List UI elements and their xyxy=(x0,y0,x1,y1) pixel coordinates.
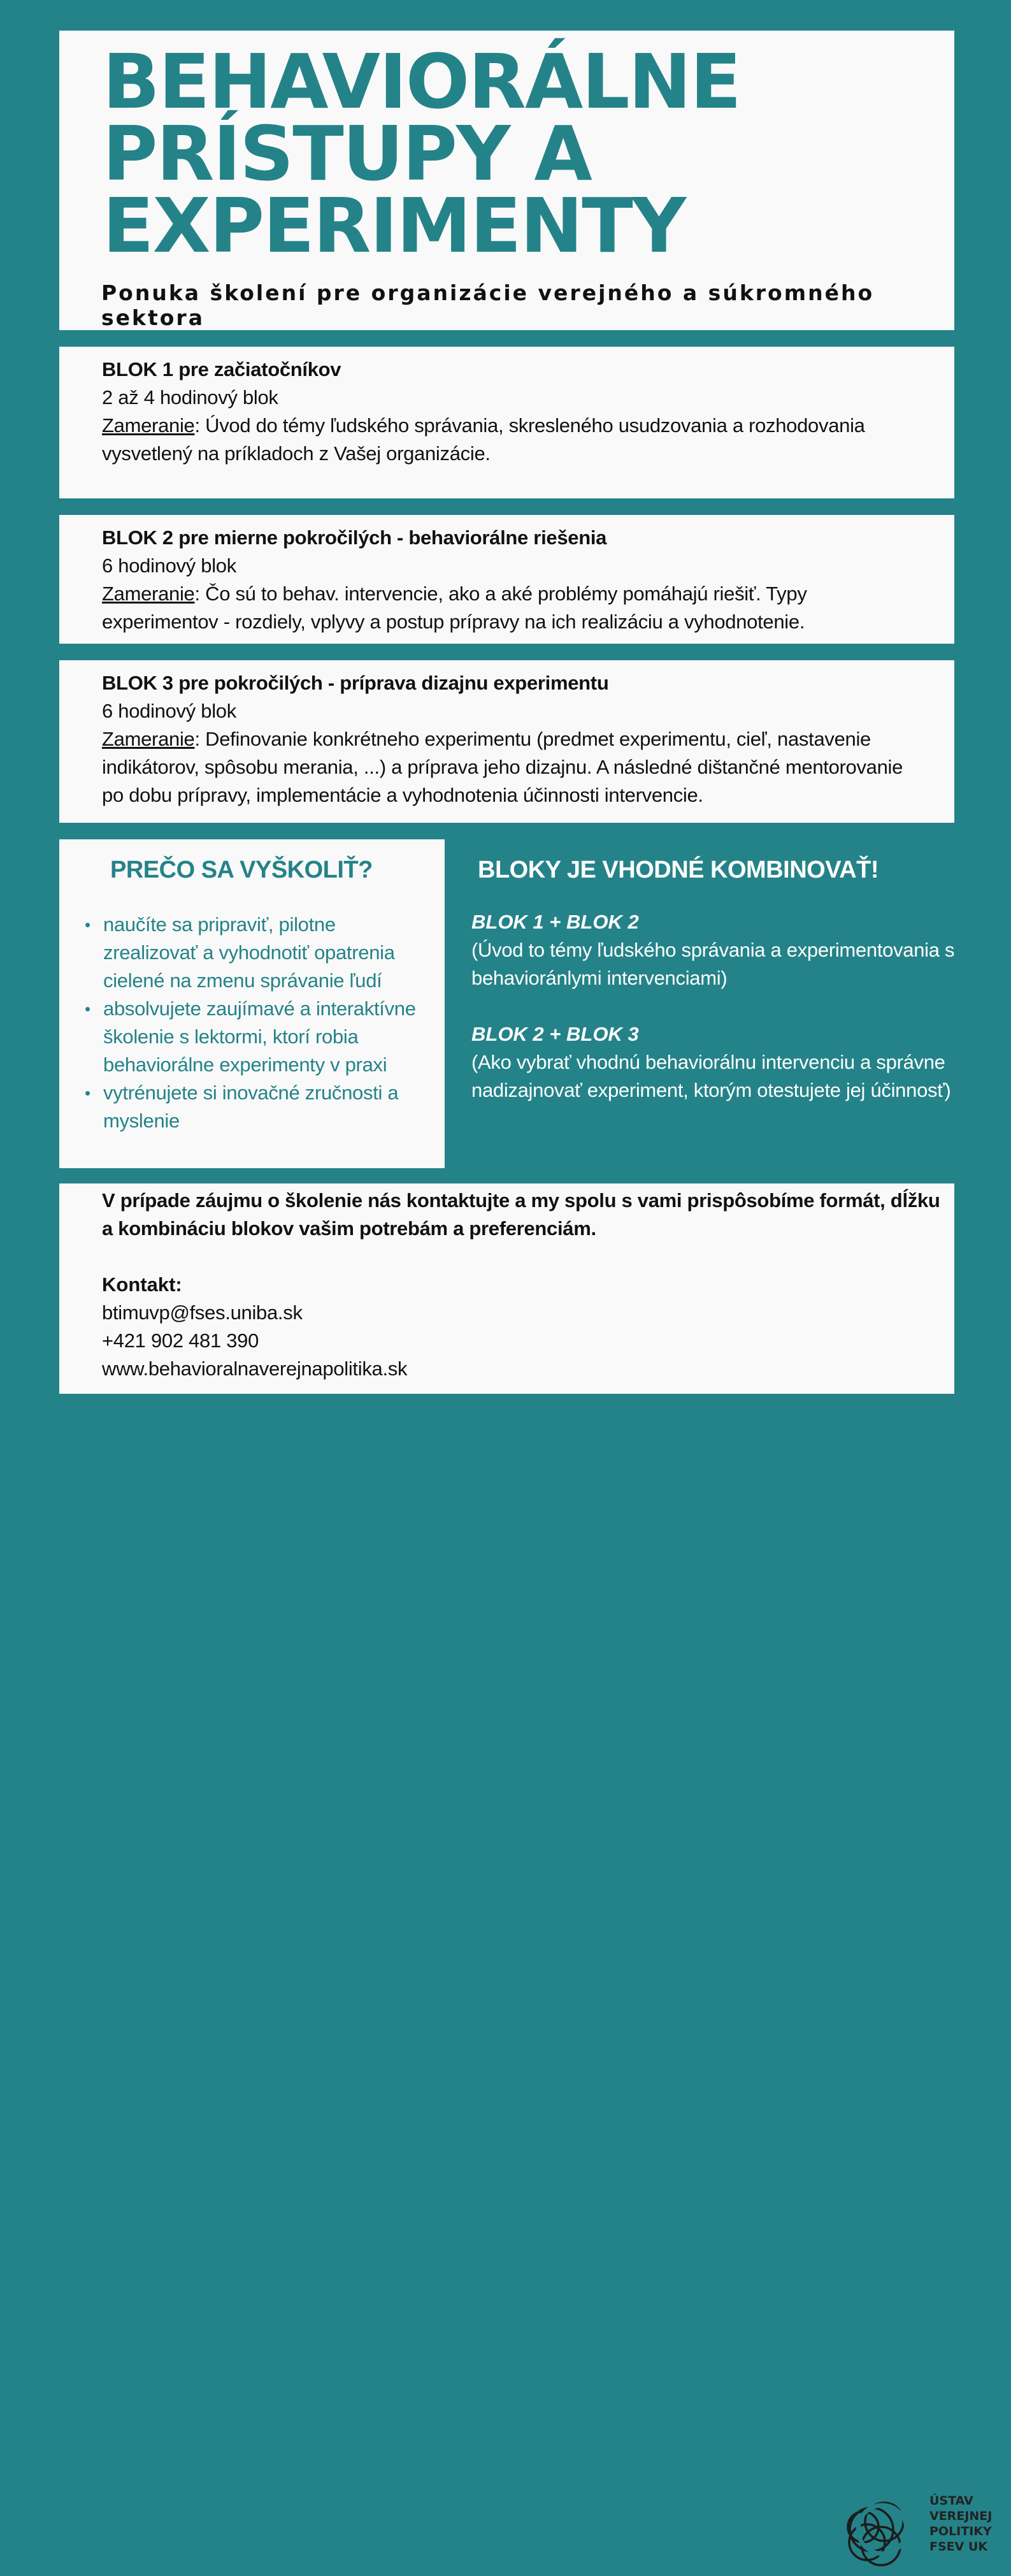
logo-text xyxy=(929,2493,992,2554)
combination-label: BLOK 1 + BLOK 2 xyxy=(471,911,639,933)
block-2-panel xyxy=(59,515,954,644)
block-1-panel xyxy=(59,347,954,498)
list-item-line: absolvujete zaujímavé a interaktívne xyxy=(103,997,416,1020)
list-item xyxy=(85,1079,441,1135)
block-title: BLOK 2 pre mierne pokročilých - behaviorálne riešenia xyxy=(102,526,607,549)
combination-item xyxy=(471,1020,981,1104)
header-panel xyxy=(59,31,954,330)
focus-text: indikátorov, spôsobu merania, ...) a príprava jeho dizajnu. A následné dištančné mentorovanie xyxy=(102,756,903,778)
block-duration: 2 až 4 hodinový blok xyxy=(102,386,278,409)
combination-item xyxy=(471,908,981,992)
list-item-line: naučíte sa pripraviť, pilotne xyxy=(103,913,336,936)
logo-text-line: FSEV UK xyxy=(929,2540,988,2554)
block-title: BLOK 3 pre pokročilých - príprava dizajnu experimentu xyxy=(102,672,609,694)
bullet-icon: • xyxy=(85,915,90,934)
block-3-panel xyxy=(59,660,954,823)
combination-desc: behavioránlymi intervenciami) xyxy=(471,967,728,989)
logo-text-line: POLITIKY xyxy=(929,2524,992,2538)
list-item-line: behaviorálne experimenty v praxi xyxy=(103,1053,387,1076)
contact-email[interactable]: btimuvp@fses.uniba.sk xyxy=(102,1301,303,1324)
focus-text: : Úvod do témy ľudského správania, skresleného usudzovania a rozhodovania xyxy=(194,414,865,437)
focus-text: : Definovanie konkrétneho experimentu (predmet experimentu, cieľ, nastavenie xyxy=(194,728,871,750)
contact-panel xyxy=(59,1183,993,2554)
focus-label: Zameranie xyxy=(102,582,195,605)
list-item xyxy=(85,995,441,1079)
page-subtitle: Ponuka školení pre organizácie verejného a súkromného sektora xyxy=(101,280,875,330)
contact-intro-line: V prípade záujmu o školenie nás kontaktujte a my spolu s vami prispôsobíme formát, dĺžku xyxy=(102,1189,940,1212)
combination-label: BLOK 2 + BLOK 3 xyxy=(471,1023,639,1045)
list-item-line: školenie s lektormi, ktorí robia xyxy=(103,1025,359,1048)
bullet-icon: • xyxy=(85,1083,90,1103)
block-duration: 6 hodinový blok xyxy=(102,554,236,577)
focus-text: : Čo sú to behav. intervencie, ako a aké problémy pomáhajú riešiť. Typy xyxy=(194,582,807,605)
focus-text: vysvetlený na príkladoch z Vašej organizácie. xyxy=(102,442,491,465)
why-panel xyxy=(59,839,445,1168)
block-title: BLOK 1 pre začiatočníkov xyxy=(102,358,341,380)
list-item-line: cielené na zmenu správanie ľudí xyxy=(103,969,382,992)
title-line: BEHAVIORÁLNE xyxy=(103,38,740,126)
contact-phone[interactable]: +421 902 481 390 xyxy=(102,1329,259,1352)
bullet-icon: • xyxy=(85,999,90,1018)
list-item-line: myslenie xyxy=(103,1110,180,1132)
institute-logo xyxy=(836,2490,1008,2573)
why-list xyxy=(85,911,441,1135)
contact-intro-line: a kombináciu blokov vašim potrebám a preferenciám. xyxy=(102,1217,596,1240)
list-item-line: zrealizovať a vyhodnotiť opatrenia xyxy=(103,941,395,964)
focus-text: po dobu prípravy, implementácie a vyhodnotenia účinnosti intervencie. xyxy=(102,784,703,806)
logo-text-line: ÚSTAV xyxy=(929,2494,973,2508)
page-title xyxy=(103,38,740,270)
block-duration: 6 hodinový blok xyxy=(102,700,236,722)
contact-website[interactable]: www.behavioralnaverejnapolitika.sk xyxy=(102,1357,408,1380)
combination-desc: (Ako vybrať vhodnú behaviorálnu intervenciu a správne xyxy=(471,1051,945,1073)
combination-desc: nadizajnovať experiment, ktorým otestujete jej účinnosť) xyxy=(471,1079,951,1101)
block-focus xyxy=(102,580,954,608)
focus-label: Zameranie xyxy=(102,728,195,750)
why-title: PREČO SA VYŠKOLIŤ? xyxy=(110,857,373,883)
block-focus xyxy=(102,412,954,440)
logo-text-line: VEREJNEJ xyxy=(929,2509,993,2523)
list-item xyxy=(85,911,441,995)
list-item-line: vytrénujete si inovačné zručnosti a xyxy=(103,1082,399,1104)
overlapping-circles-logo-icon xyxy=(836,2490,926,2573)
focus-text: experimentov - rozdiely, vplyvy a postup prípravy na ich realizáciu a vyhodnotenie. xyxy=(102,611,805,633)
combine-title: BLOKY JE VHODNÉ KOMBINOVAŤ! xyxy=(478,857,879,883)
focus-label: Zameranie xyxy=(102,414,195,437)
block-focus xyxy=(102,725,954,753)
title-line: EXPERIMENTY xyxy=(103,182,685,270)
contact-label: Kontakt: xyxy=(102,1273,182,1296)
contact-intro xyxy=(102,1187,949,1243)
title-line: PRÍSTUPY A xyxy=(103,110,591,198)
combination-desc: (Úvod to témy ľudského správania a experimentovania s xyxy=(471,939,955,961)
